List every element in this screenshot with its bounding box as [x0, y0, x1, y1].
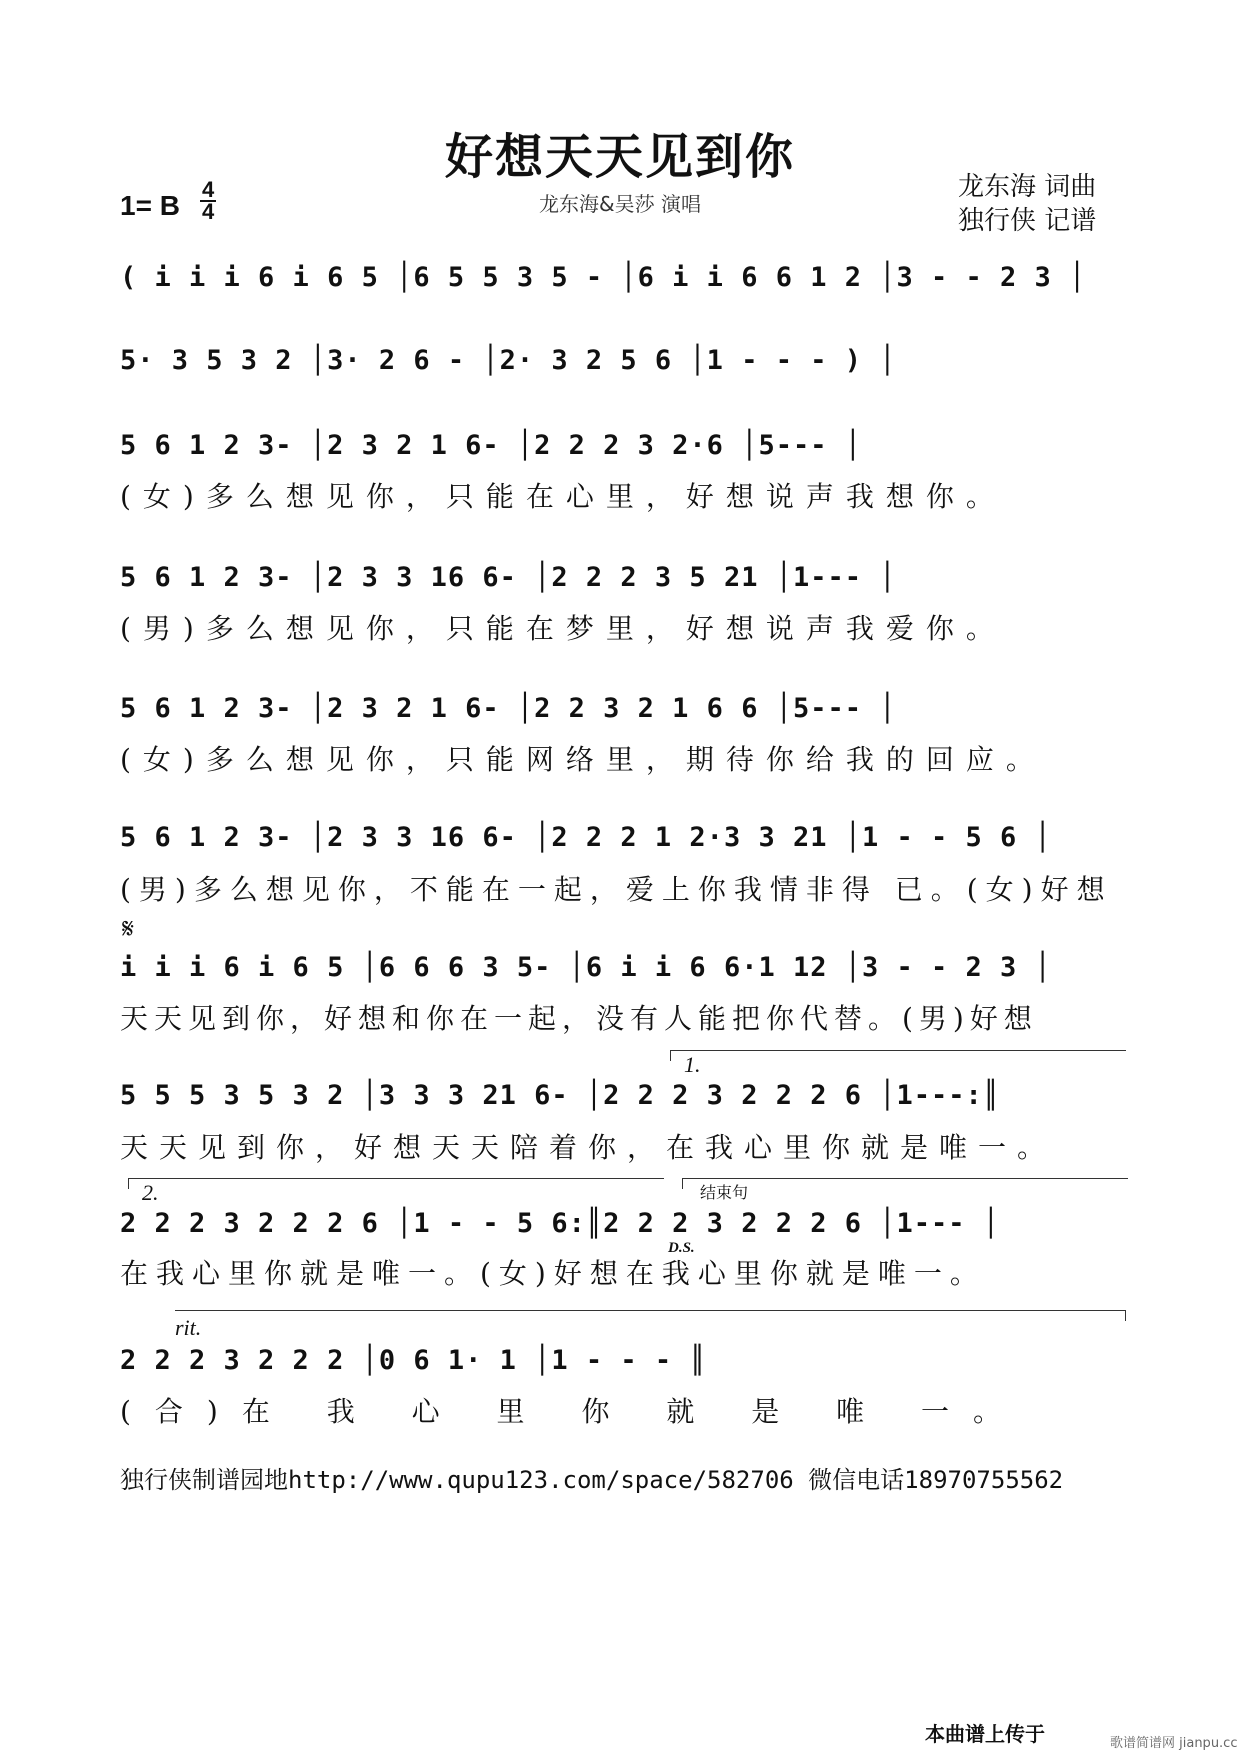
score-row-9-notes: 2 2 2 3 2 2 2 6 │1 - - 5 6:║2 2 2 3 2 2 2 6 │1--- │ — [120, 1208, 1001, 1239]
footer-credit: 独行侠制谱园地http://www.qupu123.com/space/582706 微信电话18970755562 — [120, 1466, 1064, 1494]
coda-bracket — [682, 1178, 1128, 1189]
site-watermark: 歌谱简谱网 jianpu.cc — [1110, 1736, 1238, 1751]
score-row-4-lyric: (男)多么想见你，只能在梦里，好想说声我爱你。 — [120, 612, 1006, 645]
coda-label: 结束句 — [700, 1183, 749, 1202]
rit-marker: rit. — [175, 1315, 202, 1340]
score-row-9-lyric: 在我心里你就是唯一。(女)好想在我心里你就是唯一。 — [120, 1257, 986, 1290]
score-row-8-lyric: 天天见到你，好想天天陪着你，在我心里你就是唯一。 — [120, 1131, 1057, 1164]
ending-2-bracket — [128, 1178, 664, 1189]
ending-1-label: 1. — [684, 1052, 701, 1077]
transcriber-credit: 独行侠 记谱 — [958, 206, 1097, 236]
score-row-7-notes: i i i 6 i 6 5 │6 6 6 3 5- │6 i i 6 6·1 12 │3 - - 2 3 │ — [120, 952, 1052, 983]
singers-credit: 龙东海&吴莎 演唱 — [539, 192, 701, 216]
time-bottom: 4 — [202, 199, 215, 224]
score-row-3-lyric: (女)多么想见你，只能在心里，好想说声我想你。 — [120, 480, 1006, 513]
score-row-4-notes: 5 6 1 2 3- │2 3 3 16 6- │2 2 2 3 5 21 │1--- │ — [120, 562, 897, 593]
score-row-10-lyric: (合)在 我 心 里 你 就 是 唯 一。 — [120, 1395, 1026, 1428]
composer-credit: 龙东海 词曲 — [958, 172, 1097, 202]
segno-icon: 𝄋 — [122, 912, 135, 945]
ending-2-label: 2. — [142, 1180, 159, 1205]
score-row-6-lyric: (男)多么想见你，不能在一起，爱上你我情非得 已。(女)好想 — [120, 873, 1113, 906]
score-row-10-notes: 2 2 2 3 2 2 2 │0 6 1· 1 │1 - - - ║ — [120, 1345, 707, 1376]
score-row-2-notes: 5· 3 5 3 2 │3· 2 6 - │2· 3 2 5 6 │1 - - - ) │ — [120, 345, 897, 376]
score-row-1-notes: ( i i i 6 i 6 5 │6 5 5 3 5 - │6 i i 6 6 1 2 │3 - - 2 3 │ — [120, 262, 1087, 293]
score-row-3-notes: 5 6 1 2 3- │2 3 2 1 6- │2 2 2 3 2·6 │5--- │ — [120, 430, 862, 461]
page-title: 好想天天见到你 — [444, 129, 795, 185]
time-signature — [200, 177, 216, 224]
score-row-5-lyric: (女)多么想见你，只能网络里，期待你给我的回应。 — [120, 743, 1046, 776]
upload-note: 本曲谱上传于 — [925, 1722, 1045, 1746]
key-signature: 1= B — [120, 190, 180, 221]
ds-marker: D.S. — [668, 1240, 695, 1256]
ending-1-bracket — [670, 1050, 1126, 1061]
score-row-8-notes: 5 5 5 3 5 3 2 │3 3 3 21 6- │2 2 2 3 2 2 2 6 │1---:║ — [120, 1080, 1001, 1111]
rit-extension-line — [175, 1310, 1126, 1321]
score-row-6-notes: 5 6 1 2 3- │2 3 3 16 6- │2 2 2 1 2·3 3 21 │1 - - 5 6 │ — [120, 822, 1052, 853]
score-row-7-lyric: 天天见到你，好想和你在一起，没有人能把你代替。(男)好想 — [120, 1002, 1038, 1035]
score-row-5-notes: 5 6 1 2 3- │2 3 2 1 6- │2 2 3 2 1 6 6 │5--- │ — [120, 693, 897, 724]
time-top: 4 — [202, 177, 215, 202]
